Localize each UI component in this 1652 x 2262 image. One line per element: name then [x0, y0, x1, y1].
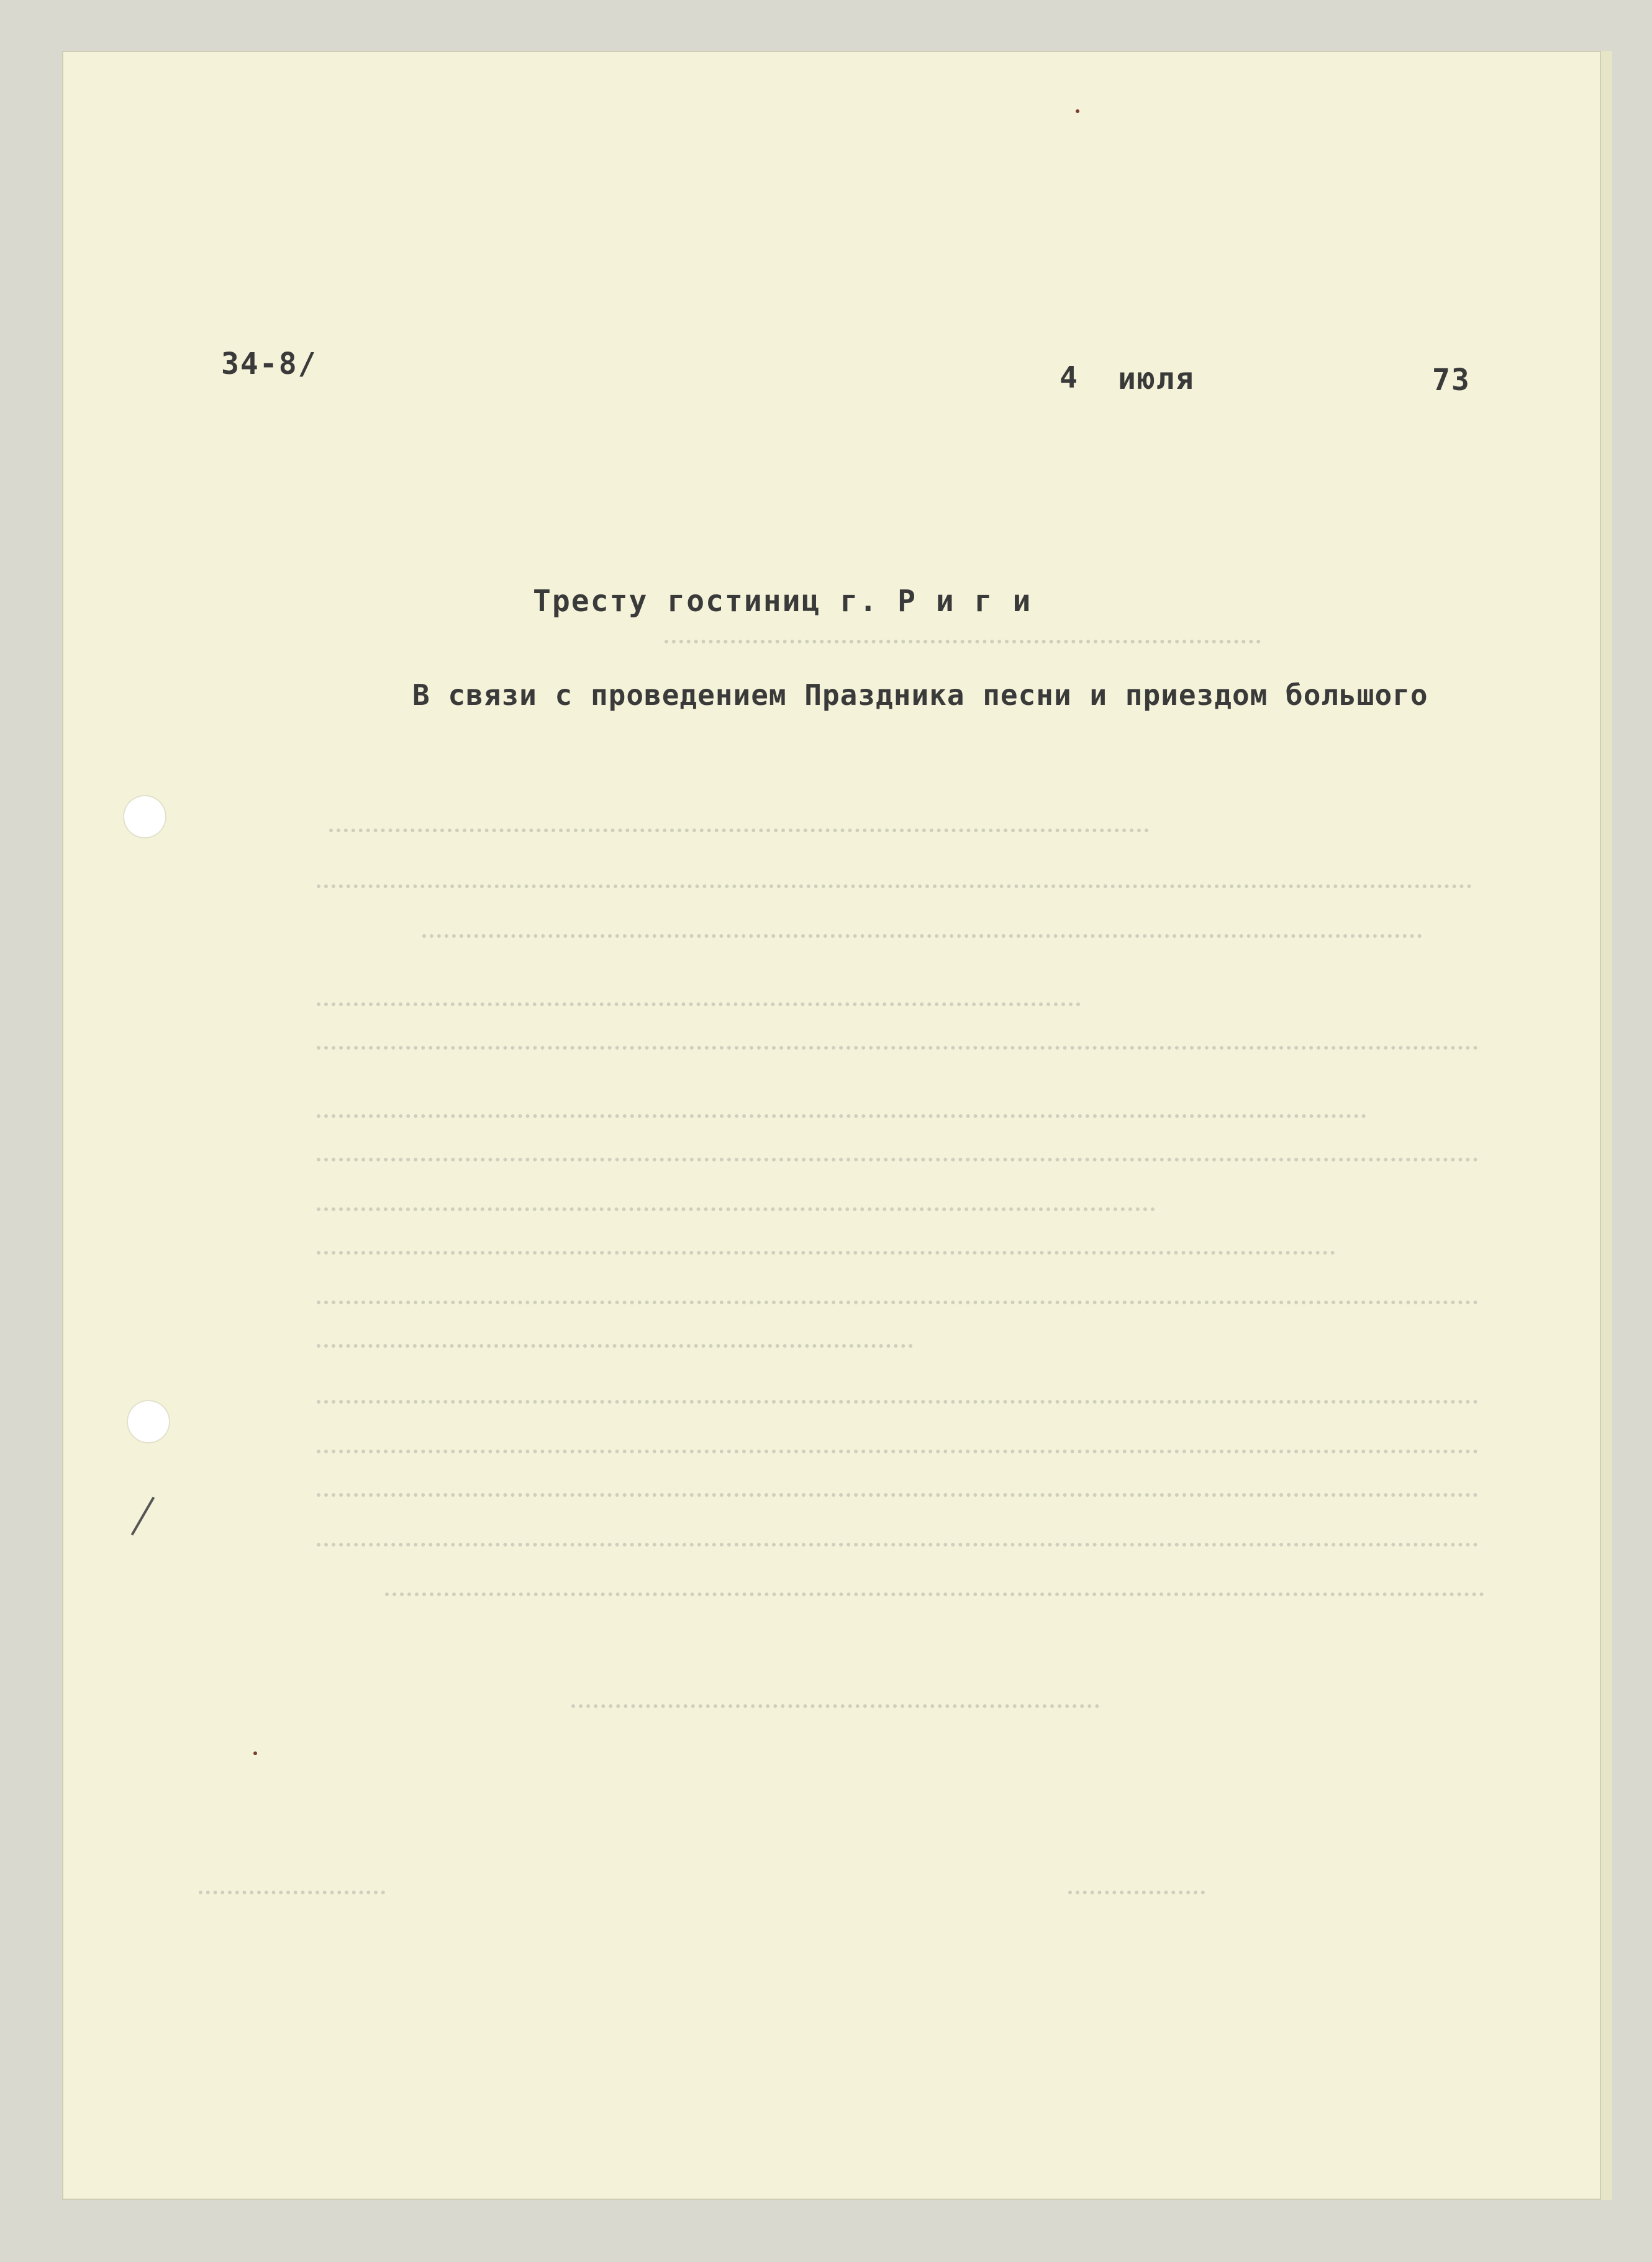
bleed-through-block	[329, 814, 1149, 832]
bleed-through-block	[317, 870, 1472, 888]
bleed-through-block	[317, 1192, 1155, 1211]
sheet-edge	[1601, 51, 1612, 2200]
punch-hole	[124, 796, 165, 837]
bleed-through-block	[317, 1528, 1478, 1547]
addressee: Тресту гостиниц г. Р и г и	[533, 584, 1032, 619]
bleed-through-block	[665, 621, 1261, 643]
bleed-through-block	[317, 1478, 1478, 1497]
bleed-through-block	[317, 1099, 1366, 1118]
bleed-through-block	[317, 1143, 1478, 1161]
bleed-through-block	[317, 988, 1081, 1006]
date-month: июля	[1118, 361, 1195, 396]
date-year: 73	[1432, 363, 1471, 397]
punch-hole	[128, 1401, 169, 1442]
bleed-through-block	[317, 1236, 1335, 1255]
bleed-through-block	[317, 1435, 1478, 1453]
reference-number: 34-8/	[221, 347, 317, 381]
bleed-through-block	[385, 1578, 1484, 1596]
date-day: 4	[1060, 360, 1079, 395]
body-line: В связи с проведением Праздника песни и приездом большого	[412, 678, 1428, 712]
bleed-through-block	[317, 1286, 1478, 1304]
stain-mark	[253, 1751, 257, 1755]
stain-mark	[1076, 109, 1079, 113]
bleed-through-block	[317, 1329, 913, 1348]
bleed-through-block	[1068, 1876, 1205, 1894]
bleed-through-block	[317, 1031, 1478, 1050]
bleed-through-block	[199, 1876, 385, 1894]
bleed-through-block	[422, 919, 1422, 938]
bleed-through-block	[317, 1385, 1478, 1404]
bleed-through-block	[571, 1689, 1099, 1708]
